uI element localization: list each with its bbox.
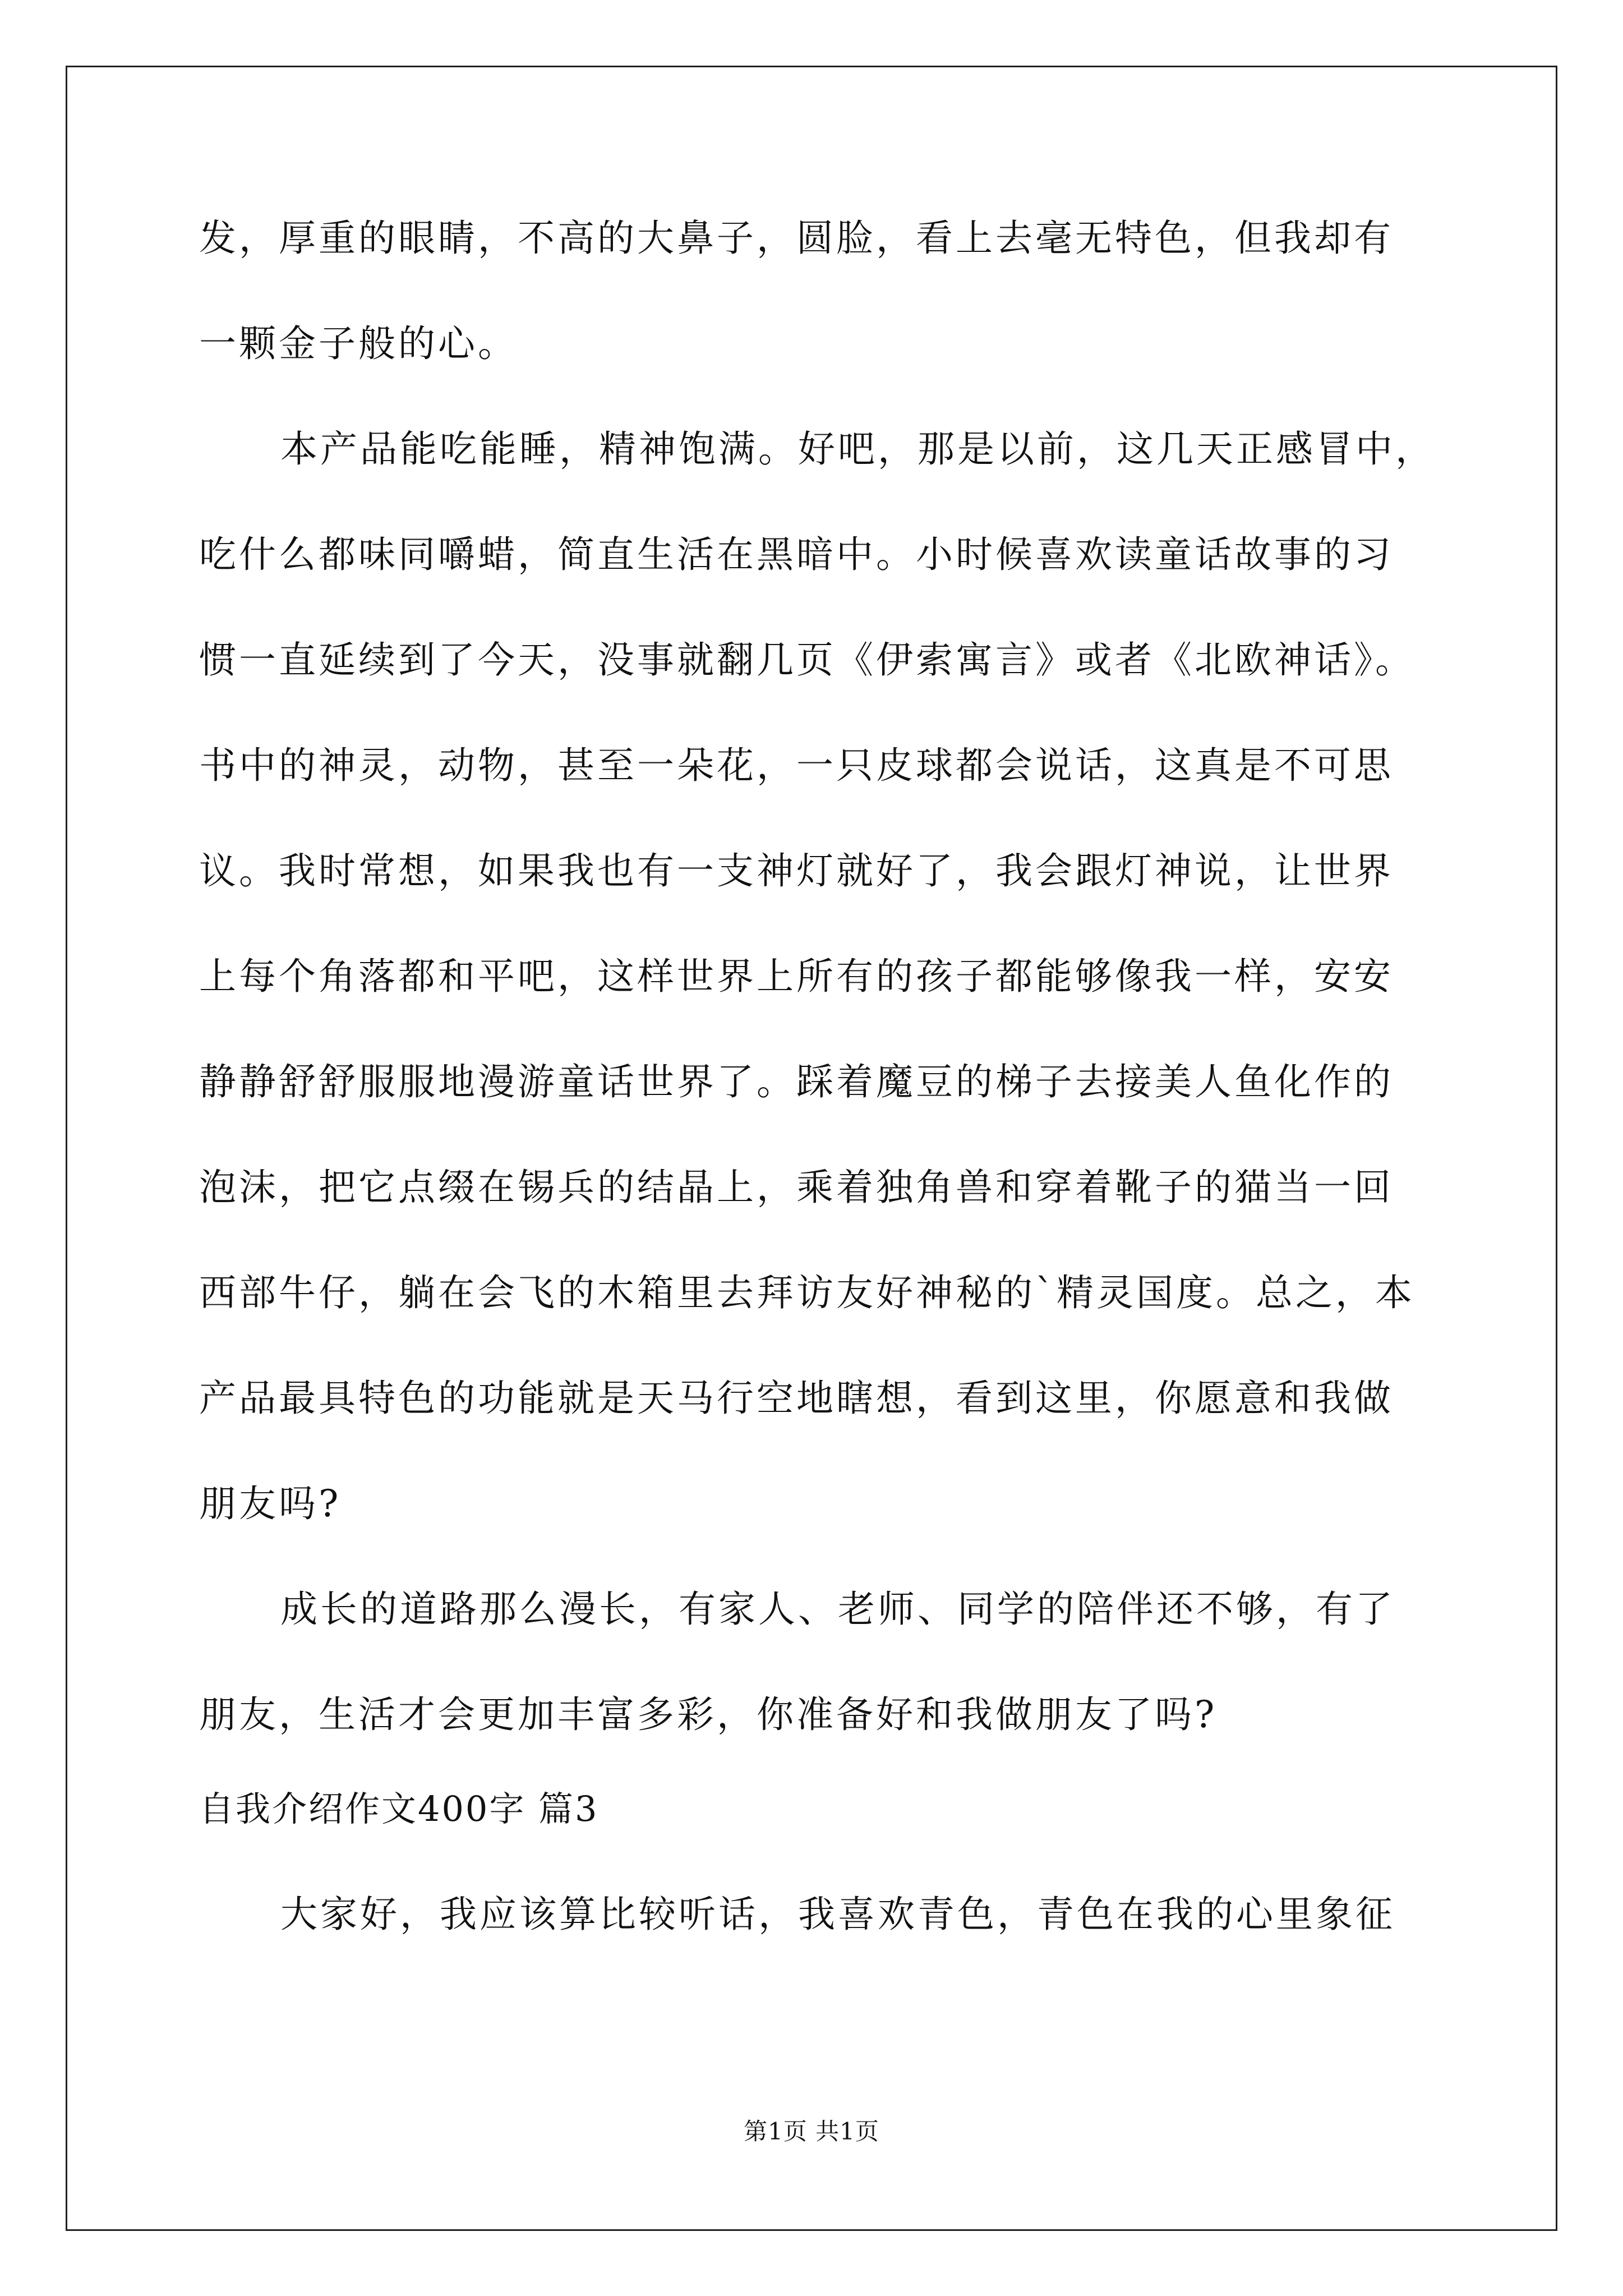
text-line: 泡沫，把它点缀在锡兵的结晶上，乘着独角兽和穿着靴子的猫当一回 xyxy=(199,1166,1394,1209)
page-footer: 第1页 共1页 xyxy=(744,2118,879,2145)
text-line: 议。我时常想，如果我也有一支神灯就好了，我会跟灯神说，让世界 xyxy=(199,849,1394,892)
text-line: 西部牛仔，躺在会飞的木箱里去拜访友好神秘的`精灵国度。总之，本 xyxy=(199,1271,1415,1314)
text-line: 上每个角落都和平吧，这样世界上所有的孩子都能够像我一样，安安 xyxy=(199,955,1394,998)
text-line: 朋友吗? xyxy=(199,1482,342,1525)
paragraph-start-line: 本产品能吃能睡，精神饱满。好吧，那是以前，这几天正感冒中， xyxy=(280,427,1435,471)
text-line: 吃什么都味同嚼蜡，简直生活在黑暗中。小时候喜欢读童话故事的习 xyxy=(199,533,1394,576)
text-line: 产品最具特色的功能就是天马行空地瞎想，看到这里，你愿意和我做 xyxy=(199,1377,1394,1420)
text-line: 一颗金子般的心。 xyxy=(199,322,518,365)
paragraph-start-line: 大家好，我应该算比较听话，我喜欢青色，青色在我的心里象征 xyxy=(280,1893,1395,1936)
text-line: 书中的神灵，动物，甚至一朵花，一只皮球都会说话，这真是不可思 xyxy=(199,744,1394,787)
text-line: 惯一直延续到了今天，没事就翻几页《伊索寓言》或者《北欧神话》。 xyxy=(199,638,1415,682)
text-line: 朋友，生活才会更加丰富多彩，你准备好和我做朋友了吗? xyxy=(199,1693,1218,1736)
section-heading: 自我介绍作文400字 篇3 xyxy=(199,1788,599,1829)
paragraph-start-line: 成长的道路那么漫长，有家人、老师、同学的陪伴还不够，有了 xyxy=(280,1588,1395,1631)
text-line: 发，厚重的眼睛，不高的大鼻子，圆脸，看上去毫无特色，但我却有 xyxy=(199,217,1394,260)
text-line: 静静舒舒服服地漫游童话世界了。踩着魔豆的梯子去接美人鱼化作的 xyxy=(199,1060,1394,1103)
